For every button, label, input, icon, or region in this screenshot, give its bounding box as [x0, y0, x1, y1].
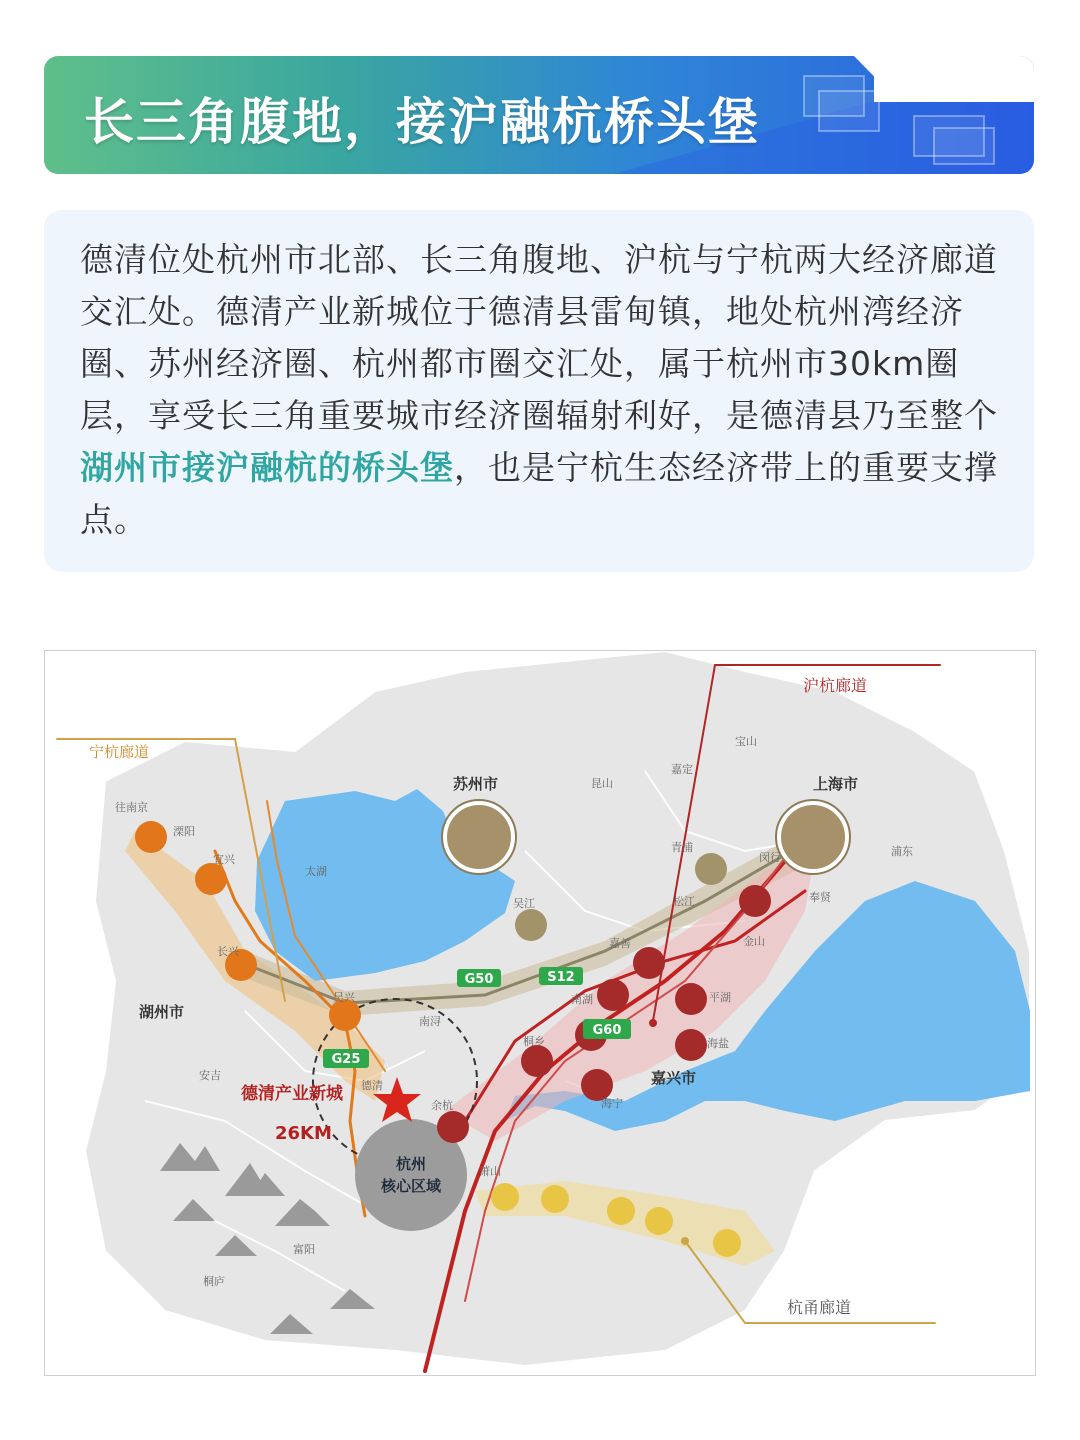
- svg-text:G25: G25: [331, 1052, 361, 1067]
- place-yixing: 宜兴: [213, 853, 235, 866]
- suzhou-label: 苏州市: [453, 775, 499, 793]
- place-tongxiang: 桐乡: [523, 1035, 545, 1048]
- place-minhang: 闵行: [759, 851, 781, 864]
- hangyong-corridor-label: 杭甬廊道: [787, 1298, 852, 1317]
- intro-text-after: ，也是宁杭生态经济带上的重要支撑点。: [80, 448, 998, 539]
- place-tonglu: 桐庐: [203, 1275, 225, 1288]
- place-xiaoshan: 萧山: [479, 1165, 501, 1178]
- place-nanxun: 南浔: [419, 1015, 441, 1028]
- hangzhou-core-label-2: 核心区域: [380, 1177, 442, 1195]
- g60-badge: [583, 1019, 631, 1039]
- place-fengxian: 奉贤: [809, 891, 831, 904]
- huhang-corridor-label: 沪杭廊道: [803, 676, 868, 695]
- place-baoshan: 宝山: [735, 735, 757, 748]
- huzhou-label: 湖州市: [139, 1003, 185, 1021]
- s12-badge: [539, 967, 583, 985]
- place-haining: 海宁: [601, 1097, 623, 1110]
- place-wangnanjing: 往南京: [115, 801, 148, 814]
- place-nanhu: 南湖: [571, 993, 593, 1006]
- place-kunshan: 昆山: [591, 777, 613, 790]
- intro-text-before: 德清位处杭州市北部、长三角腹地、沪杭与宁杭两大经济廊道交汇处。德清产业新城位于德清县雷甸镇，地处杭州湾经济圈、苏州经济圈、杭州都市圈交汇处，属于杭州市30km圈层，享受长三角重要城市经济圈辐射利好，是德清县乃至整个: [80, 240, 998, 435]
- place-jiashan: 嘉善: [609, 937, 631, 950]
- intro-card: [44, 210, 1034, 572]
- svg-text:S12: S12: [547, 970, 575, 985]
- place-wuxing: 吴兴: [333, 991, 355, 1004]
- jiaxing-label: 嘉兴市: [651, 1069, 697, 1087]
- shanghai-label: 上海市: [813, 775, 859, 793]
- place-liyang: 溧阳: [173, 825, 195, 838]
- place-anji: 安吉: [199, 1069, 221, 1082]
- place-deqing: 德清: [361, 1079, 383, 1092]
- shanghai-ring: [776, 800, 850, 874]
- svg-text:G60: G60: [592, 1023, 622, 1038]
- place-jiading: 嘉定: [671, 763, 693, 776]
- place-wujiang: 吴江: [513, 897, 535, 910]
- place-pinghu: 平湖: [709, 991, 731, 1004]
- place-songjiang: 松江: [673, 895, 695, 908]
- project-distance: 26KM: [275, 1123, 332, 1144]
- page-title: 长三角腹地，接沪融杭桥头堡: [84, 93, 760, 151]
- place-yuhang: 余杭: [431, 1099, 453, 1112]
- place-taihu: 太湖: [305, 865, 327, 878]
- place-fuyang: 富阳: [293, 1243, 315, 1256]
- map-canvas: [45, 651, 1035, 1375]
- header-banner: [44, 56, 1034, 174]
- place-changxing: 长兴: [217, 945, 239, 958]
- regional-map: [44, 650, 1036, 1376]
- place-jinshan: 金山: [743, 935, 765, 948]
- intro-paragraph: [80, 234, 1010, 546]
- suzhou-ring: [442, 800, 516, 874]
- project-label: 德清产业新城: [241, 1084, 343, 1104]
- hangzhou-core-label-1: 杭州: [395, 1155, 427, 1173]
- ninghang-corridor-label: 宁杭廊道: [89, 743, 150, 761]
- g25-badge: [323, 1049, 369, 1068]
- place-haiyan: 海盐: [707, 1037, 729, 1050]
- svg-text:G50: G50: [464, 972, 494, 987]
- place-pudong: 浦东: [891, 845, 913, 858]
- place-qingpu: 青浦: [671, 841, 693, 854]
- g50-badge: [457, 969, 501, 987]
- intro-highlight: 湖州市接沪融杭的桥头堡: [80, 448, 454, 487]
